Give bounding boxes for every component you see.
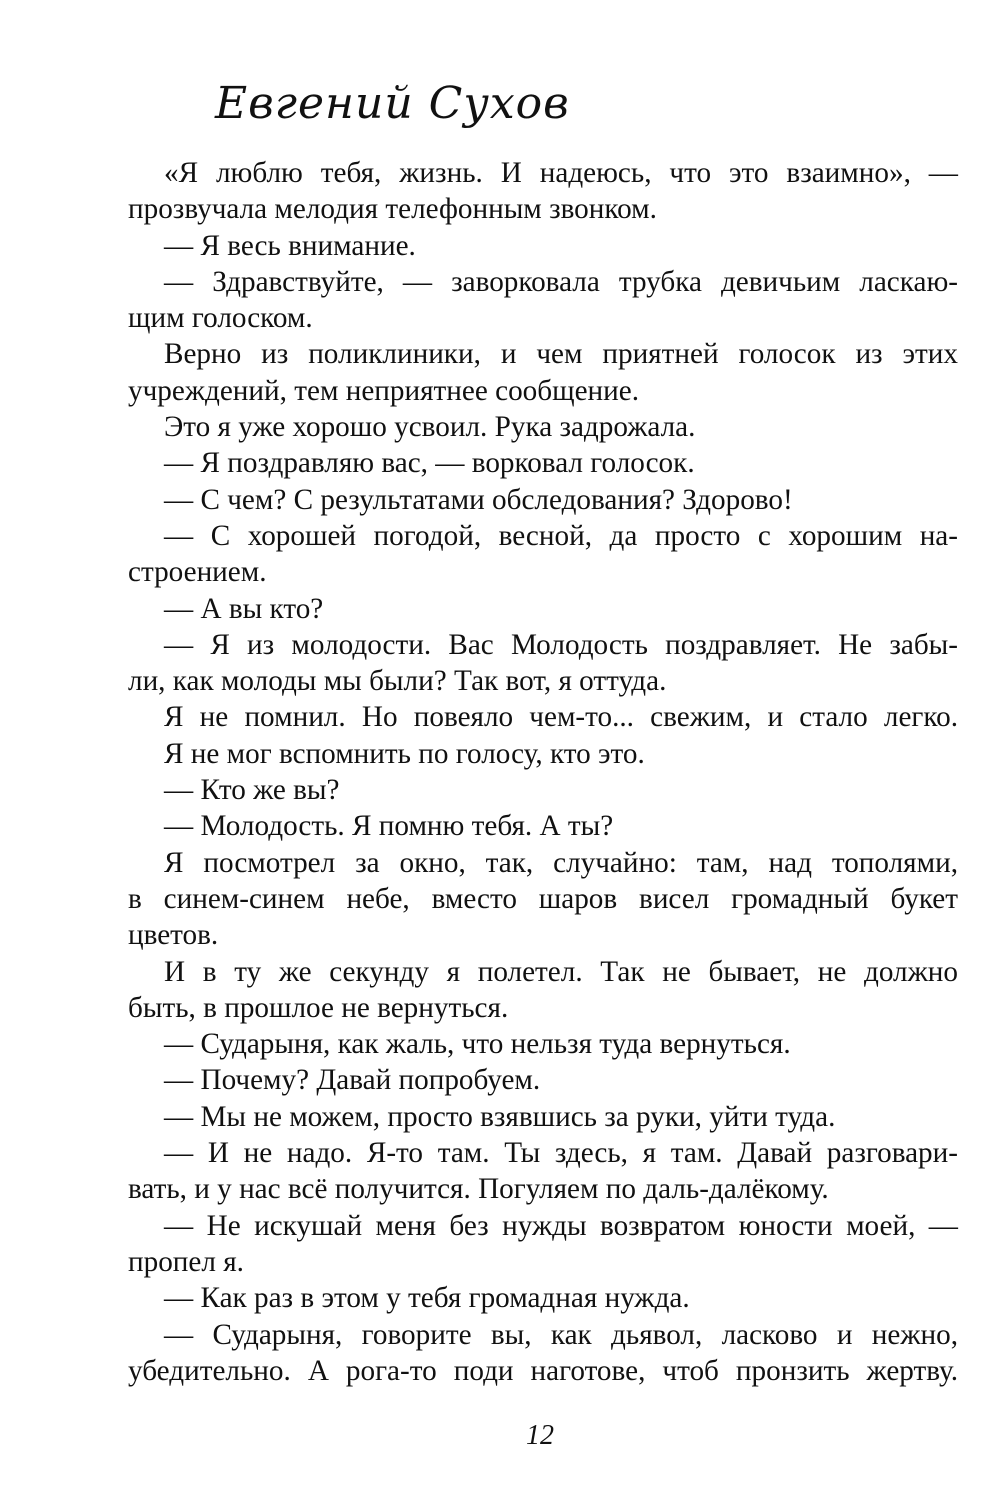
text-line: — Сударыня, говорите вы, как дьявол, ласково и нежно,: [164, 1318, 958, 1351]
text-line: вать, и у нас всё получится. Погуляем по даль-далёкому.: [128, 1173, 829, 1206]
text-line: убедительно. А рога-то поди наготове, чтоб пронзить жертву.: [128, 1354, 958, 1387]
text-line: — Мы не можем, просто взявшись за руки, уйти туда.: [164, 1100, 836, 1133]
text-line: учреждений, тем неприятнее сообщение.: [128, 374, 640, 407]
text-line: — Почему? Давай попробуем.: [164, 1064, 541, 1097]
text-line: — Молодость. Я помню тебя. А ты?: [164, 810, 614, 843]
page-number: 12: [526, 1420, 554, 1451]
text-line: — Я из молодости. Вас Молодость поздравляет. Не забы-: [164, 628, 958, 661]
text-line: быть, в прошлое не вернуться.: [128, 991, 509, 1024]
text-line: пропел я.: [128, 1245, 244, 1278]
text-line: — С чем? С результатами обследования? Здорово!: [164, 483, 793, 516]
text-line: Я посмотрел за окно, так, случайно: там, над тополями,: [164, 846, 958, 879]
running-head: Евгений Сухов: [215, 78, 570, 129]
body-text: [128, 155, 958, 1389]
text-line: в синем-синем небе, вместо шаров висел громадный букет: [128, 882, 958, 915]
text-line: — Не искушай меня без нужды возвратом юности моей, —: [164, 1209, 958, 1242]
text-line: Верно из поликлиники, и чем приятней голосок из этих: [164, 338, 958, 371]
text-line: цветов.: [128, 919, 219, 952]
text-line: ли, как молоды мы были? Так вот, я оттуда.: [128, 665, 667, 698]
text-line: строением.: [128, 556, 267, 589]
text-line: — И не надо. Я-то там. Ты здесь, я там. Давай разговари-: [164, 1137, 958, 1170]
text-line: — А вы кто?: [164, 592, 324, 625]
text-line: «Я люблю тебя, жизнь. И надеюсь, что это взаимно», —: [164, 157, 958, 189]
text-line: — Здравствуйте, — заворковала трубка девичьим ласкаю-: [164, 265, 958, 298]
text-line: Я не помнил. Но повеяло чем-то... свежим, и стало легко.: [164, 701, 958, 734]
text-line: И в ту же секунду я полетел. Так не бывает, не должно: [164, 955, 958, 988]
text-line: Я не мог вспомнить по голосу, кто это.: [164, 737, 645, 770]
text-line: — Кто же вы?: [164, 774, 340, 807]
text-line: — С хорошей погодой, весной, да просто с хорошим на-: [164, 519, 958, 552]
text-line: щим голоском.: [128, 302, 313, 335]
text-line: Это я уже хорошо усвоил. Рука задрожала.: [164, 411, 696, 444]
text-line: — Сударыня, как жаль, что нельзя туда вернуться.: [164, 1028, 791, 1061]
text-line: — Я поздравляю вас, — ворковал голосок.: [164, 447, 695, 480]
text-line: — Я весь внимание.: [164, 229, 416, 262]
text-line: — Как раз в этом у тебя громадная нужда.: [164, 1282, 690, 1315]
text-line: прозвучала мелодия телефонным звонком.: [128, 193, 657, 226]
